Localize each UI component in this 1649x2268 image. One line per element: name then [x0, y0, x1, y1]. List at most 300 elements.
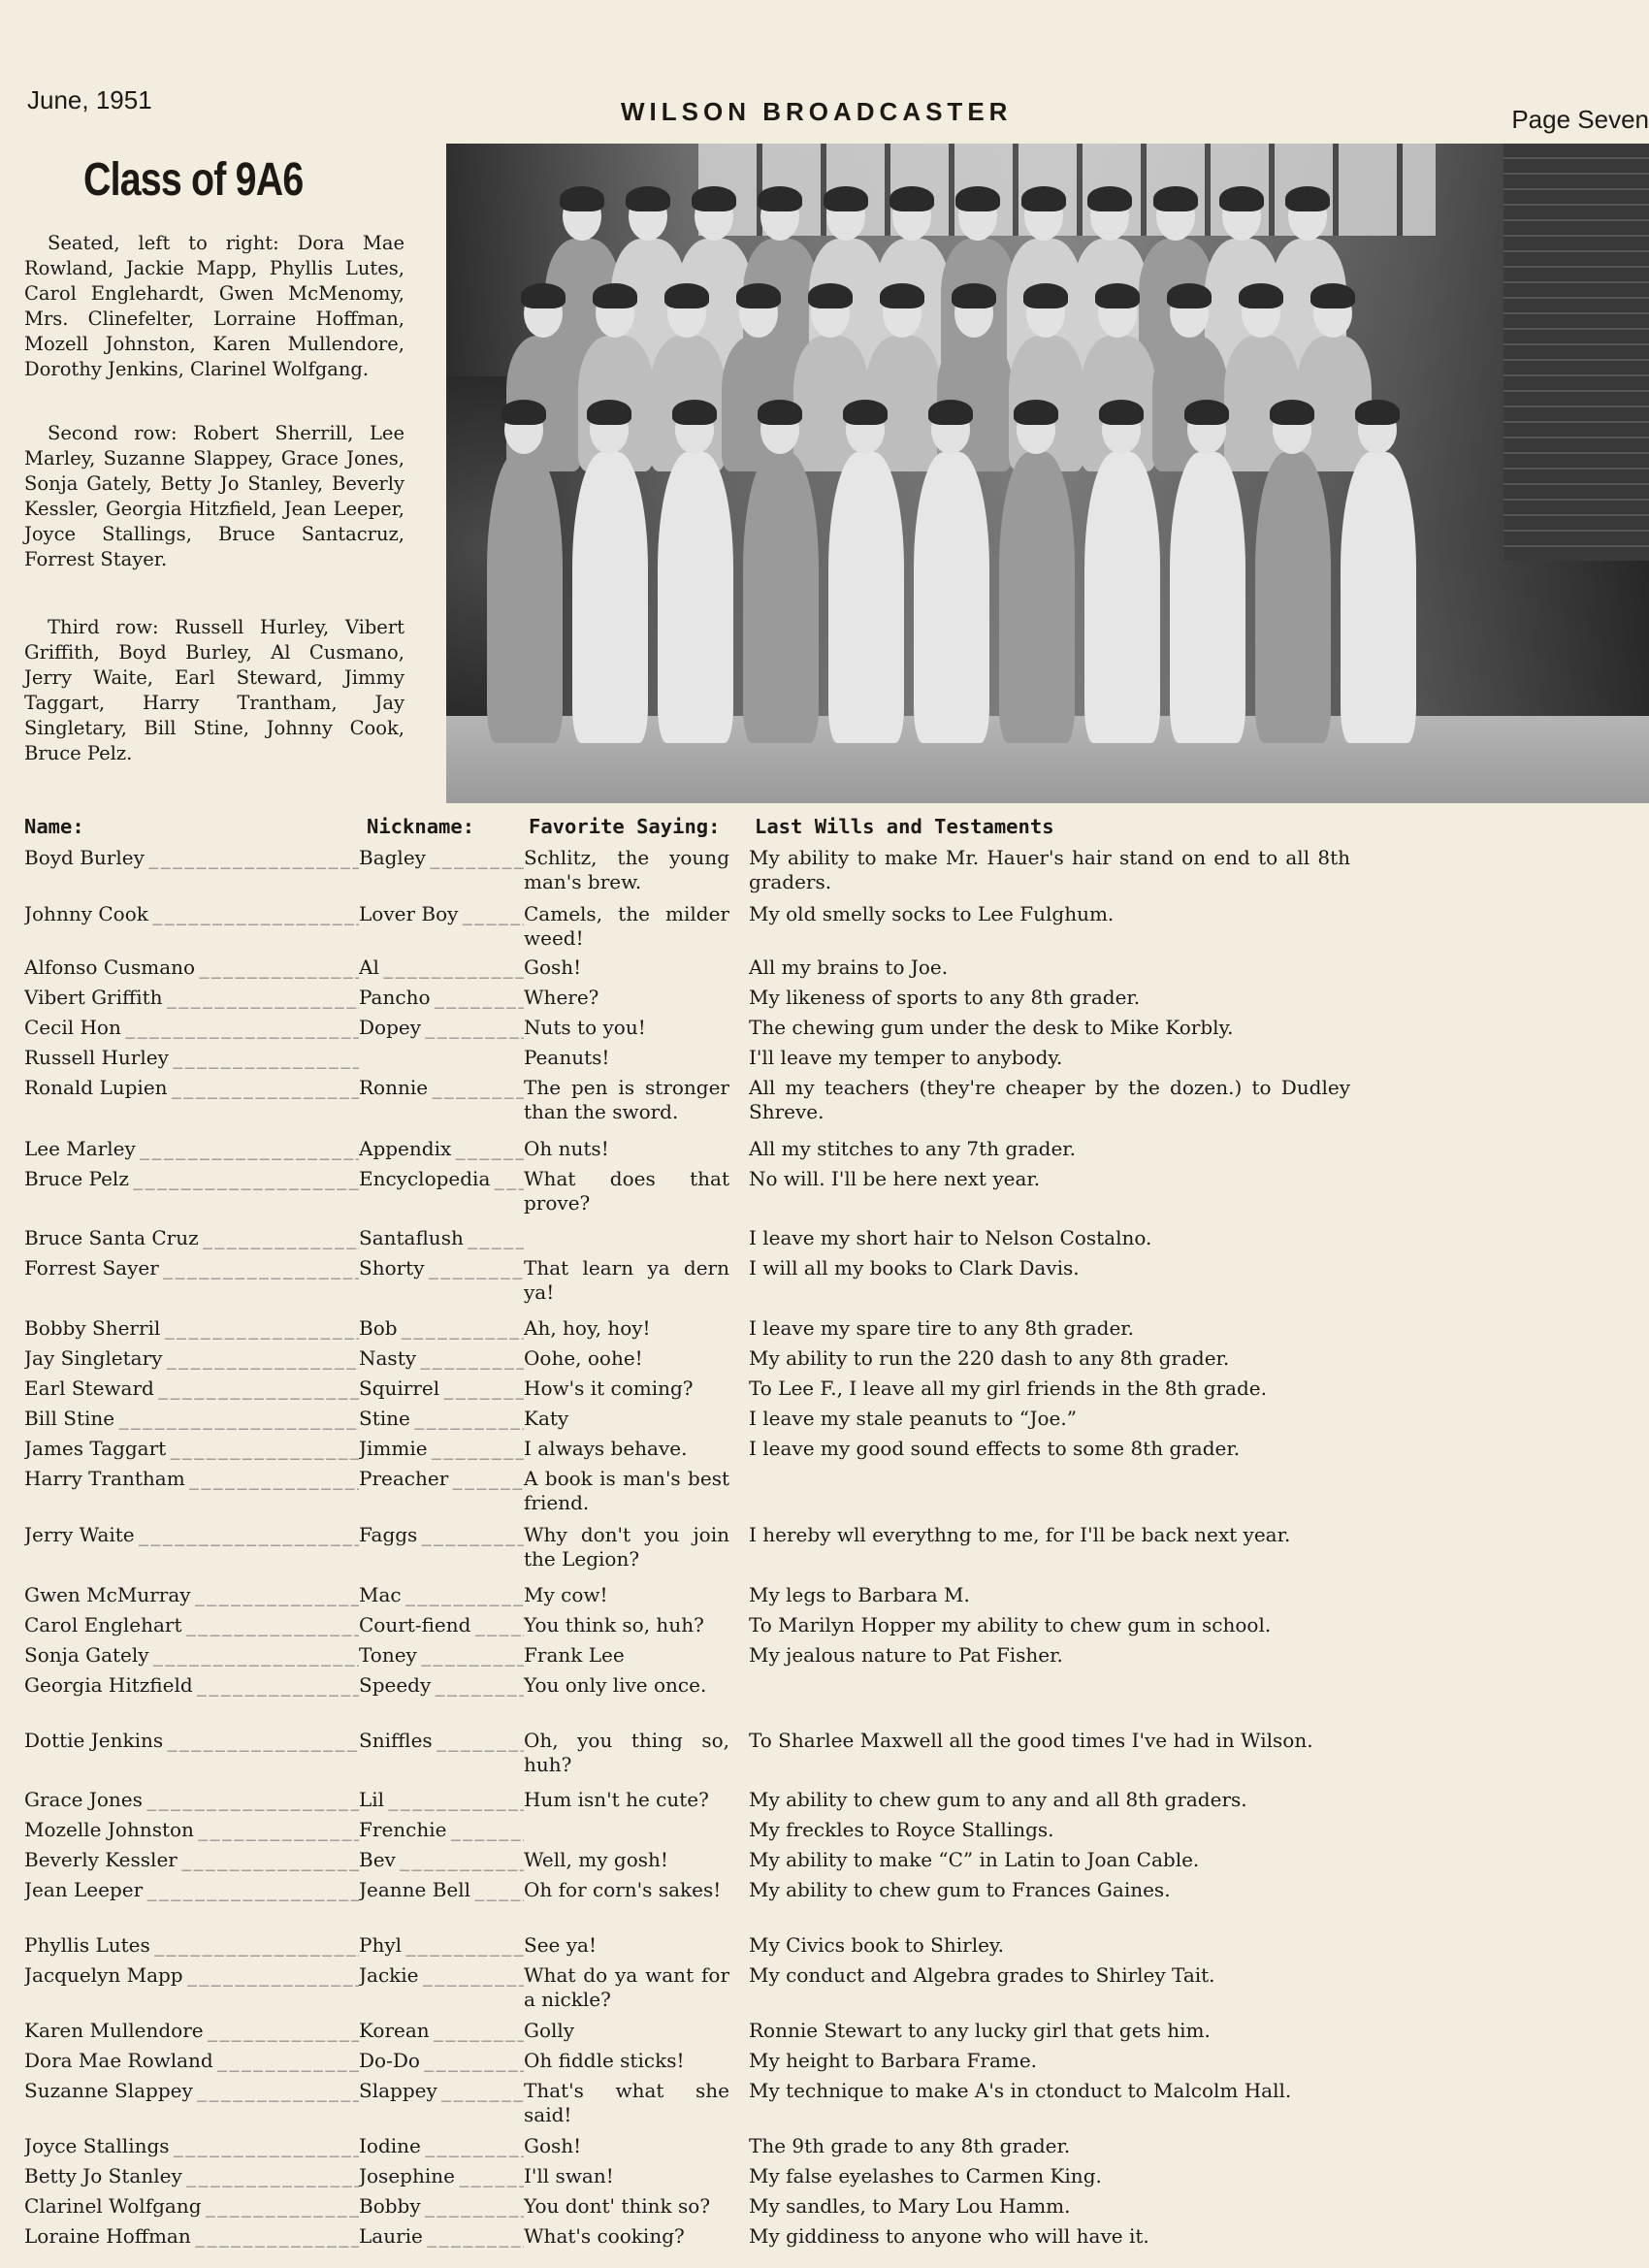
student-nickname-text: Sniffles _ _ _ [359, 1729, 524, 1752]
student-nickname-text: Do-Do _ _ _ [359, 2049, 524, 2072]
student-nickname [359, 1076, 524, 1100]
last-will-text: To Lee F., I leave all my girl friends in the 8th grade. [749, 1377, 1267, 1400]
last-will [749, 1848, 1350, 1872]
favorite-saying-text: A book is man's best friend. [524, 1467, 729, 1514]
student-nickname [359, 1583, 524, 1607]
student-name [24, 1407, 359, 1431]
favorite-saying [524, 1016, 729, 1040]
last-will-text: My likeness of sports to any 8th grader. [749, 986, 1141, 1009]
student-name-text: Beverly Kessler _ _ _ [24, 1848, 359, 1871]
student-name [24, 1878, 359, 1902]
student-name [24, 2079, 359, 2103]
student-nickname [359, 1788, 524, 1812]
student-hair [1219, 186, 1264, 211]
student-nickname [359, 846, 524, 870]
favorite-saying-text: Gosh! [524, 956, 582, 979]
student-nickname [359, 1933, 524, 1958]
student-nickname-text: Jackie _ _ _ [359, 1963, 524, 1987]
class-title: Class of 9A6 [83, 154, 304, 206]
student-hair [824, 186, 868, 211]
student-nickname-text: Slappey _ _ _ [359, 2079, 524, 2102]
student-nickname-text: Court-fiend _ _ _ [359, 1613, 524, 1636]
student-name-text: Betty Jo Stanley _ _ _ [24, 2164, 359, 2187]
student-hair [843, 400, 888, 425]
student-name-text: Bruce Pelz _ _ _ [24, 1167, 359, 1190]
last-will-text: My giddiness to anyone who will have it. [749, 2224, 1149, 2248]
student-nickname-text: Laurie _ _ _ [359, 2224, 524, 2248]
favorite-saying-text: What's cooking? [524, 2224, 685, 2248]
student-hair [1285, 186, 1330, 211]
last-will [749, 2224, 1350, 2249]
student-name-text: Cecil Hon _ _ _ [24, 1016, 359, 1039]
favorite-saying-text: My cow! [524, 1583, 608, 1606]
student-name [24, 1076, 359, 1100]
student-nickname [359, 1137, 524, 1161]
last-will-text: I leave my short hair to Nelson Costalno. [749, 1226, 1152, 1249]
favorite-saying-text: Nuts to you! [524, 1016, 646, 1039]
student-hair [587, 400, 631, 425]
student-name [24, 1788, 359, 1812]
last-will [749, 1818, 1350, 1842]
student-name [24, 956, 359, 980]
student-nickname-text: Faggs _ _ _ [359, 1523, 524, 1546]
student-hair [692, 186, 736, 211]
student-name [24, 986, 359, 1010]
student-name [24, 2164, 359, 2188]
favorite-saying [524, 2194, 729, 2219]
favorite-saying [524, 2134, 729, 2158]
last-will-text: I leave my good sound effects to some 8th grader. [749, 1437, 1241, 1460]
student-figure [1341, 452, 1416, 743]
student-name-text: Georgia Hitzfield _ _ _ [24, 1673, 359, 1697]
last-will-text: My legs to Barbara M. [749, 1583, 970, 1606]
favorite-saying [524, 1788, 729, 1812]
student-nickname [359, 1467, 524, 1491]
favorite-saying [524, 1933, 729, 1958]
student-nickname [359, 1256, 524, 1280]
favorite-saying [524, 1316, 729, 1341]
student-nickname-text: Speedy _ _ _ [359, 1673, 524, 1697]
student-name-text: Mozelle Johnston _ _ _ [24, 1818, 359, 1841]
favorite-saying [524, 1256, 729, 1305]
last-will-text: My ability to chew gum to any and all 8th graders. [749, 1788, 1247, 1811]
student-nickname [359, 1316, 524, 1341]
column-header-wills: Last Wills and Testaments [755, 815, 1054, 838]
favorite-saying [524, 2224, 729, 2249]
student-name [24, 1346, 359, 1371]
student-hair [501, 400, 546, 425]
student-hair [521, 283, 566, 308]
favorite-saying [524, 1613, 729, 1637]
student-nickname-text: Jeanne Bell _ _ _ [359, 1878, 524, 1901]
student-figure [487, 452, 563, 743]
student-nickname-text: Frenchie _ _ _ [359, 1818, 524, 1841]
favorite-saying [524, 2049, 729, 2073]
last-will-text: My conduct and Algebra grades to Shirley Tait. [749, 1963, 1215, 1987]
last-will [749, 1788, 1350, 1812]
student-hair [664, 283, 709, 308]
last-will-text: My technique to make A's in ctonduct to Malcolm Hall. [749, 2079, 1292, 2102]
favorite-saying-text: Camels, the milder weed! [524, 902, 729, 950]
favorite-saying [524, 2019, 729, 2043]
last-will [749, 2164, 1350, 2188]
student-nickname-text: Lil _ _ _ [359, 1788, 524, 1811]
last-will [749, 1407, 1350, 1431]
student-nickname [359, 1963, 524, 1988]
student-nickname [359, 1643, 524, 1668]
favorite-saying [524, 1729, 729, 1777]
favorite-saying-text: You only live once. [524, 1673, 707, 1697]
student-name-text: Jay Singletary _ _ _ [24, 1346, 359, 1370]
student-hair [1099, 400, 1144, 425]
student-nickname [359, 1878, 524, 1902]
student-name-text: Johnny Cook _ _ _ [24, 902, 359, 925]
last-will [749, 1643, 1350, 1668]
student-name-text: James Taggart _ _ _ [24, 1437, 359, 1460]
student-hair [1014, 400, 1058, 425]
student-hair [1239, 283, 1283, 308]
student-name-text: Carol Englehart _ _ _ [24, 1613, 359, 1636]
last-will-text: No will. I'll be here next year. [749, 1167, 1041, 1190]
favorite-saying [524, 1346, 729, 1371]
student-name-text: Harry Trantham _ _ _ [24, 1467, 359, 1490]
favorite-saying-text: How's it coming? [524, 1377, 694, 1400]
last-will [749, 846, 1350, 894]
favorite-saying [524, 2164, 729, 2188]
favorite-saying [524, 1377, 729, 1401]
last-will-text: I leave my stale peanuts to “Joe.” [749, 1407, 1077, 1430]
student-name-text: Clarinel Wolfgang _ _ _ [24, 2194, 359, 2218]
last-will [749, 1167, 1350, 1191]
student-hair [952, 283, 996, 308]
student-name [24, 1226, 359, 1250]
favorite-saying [524, 1407, 729, 1431]
student-name-text: Alfonso Cusmano _ _ _ [24, 956, 359, 979]
favorite-saying [524, 1963, 729, 2012]
last-will [749, 2134, 1350, 2158]
student-nickname-text: Santaflush _ _ _ [359, 1226, 524, 1249]
favorite-saying-text: Peanuts! [524, 1046, 610, 1069]
last-will-text: All my teachers (they're cheaper by the dozen.) to Dudley Shreve. [749, 1076, 1350, 1123]
favorite-saying [524, 1467, 729, 1515]
student-name [24, 1583, 359, 1607]
student-figure [743, 452, 819, 743]
student-name [24, 902, 359, 926]
last-will [749, 986, 1350, 1010]
student-name [24, 2134, 359, 2158]
favorite-saying-text: Where? [524, 986, 599, 1009]
student-nickname-text: Al _ _ _ [359, 956, 524, 979]
student-name-text: Grace Jones _ _ _ [24, 1788, 359, 1811]
last-will-text: My freckles to Royce Stallings. [749, 1818, 1054, 1841]
student-name [24, 1613, 359, 1637]
favorite-saying-text: I always behave. [524, 1437, 688, 1460]
student-figure [999, 452, 1075, 743]
student-nickname-text: Bob _ _ _ [359, 1316, 524, 1340]
student-name-text: Bruce Santa Cruz _ _ _ [24, 1226, 359, 1249]
student-hair [1087, 186, 1132, 211]
last-will [749, 1076, 1350, 1124]
last-will [749, 1316, 1350, 1341]
favorite-saying-text: Schlitz, the young man's brew. [524, 846, 729, 893]
student-name-text: Forrest Sayer _ _ _ [24, 1256, 359, 1280]
student-hair [736, 283, 781, 308]
student-hair [808, 283, 853, 308]
student-name-text: Gwen McMurray _ _ _ [24, 1583, 359, 1606]
last-will [749, 1613, 1350, 1637]
favorite-saying-text: You dont' think so? [524, 2194, 711, 2218]
last-will [749, 1933, 1350, 1958]
student-name [24, 1377, 359, 1401]
favorite-saying [524, 1046, 729, 1070]
student-name [24, 2194, 359, 2219]
student-hair [889, 186, 934, 211]
last-will [749, 1583, 1350, 1607]
student-hair [758, 400, 802, 425]
student-name-text: Bill Stine _ _ _ [24, 1407, 359, 1430]
last-will-text: All my brains to Joe. [749, 956, 949, 979]
favorite-saying [524, 1437, 729, 1461]
student-nickname [359, 1377, 524, 1401]
student-nickname [359, 986, 524, 1010]
student-nickname-text: Appendix _ _ _ [359, 1137, 524, 1160]
last-will [749, 1046, 1350, 1070]
favorite-saying-text: That learn ya dern ya! [524, 1256, 729, 1304]
favorite-saying-text: Golly [524, 2019, 575, 2042]
favorite-saying [524, 1137, 729, 1161]
last-will-text: My old smelly socks to Lee Fulghum. [749, 902, 1115, 925]
favorite-saying-text: Hum isn't he cute? [524, 1788, 709, 1811]
favorite-saying-text: Oh fiddle sticks! [524, 2049, 685, 2072]
publication-title: WILSON BROADCASTER [621, 97, 1013, 126]
column-header-saying: Favorite Saying: [529, 815, 721, 838]
student-name [24, 2224, 359, 2249]
last-will [749, 1963, 1350, 1988]
student-nickname [359, 2164, 524, 2188]
favorite-saying-text: Katy [524, 1407, 569, 1430]
favorite-saying-text: Gosh! [524, 2134, 582, 2157]
student-name-text: Vibert Griffith _ _ _ [24, 986, 359, 1009]
student-name-text: Dottie Jenkins _ _ _ [24, 1729, 359, 1752]
student-nickname [359, 1613, 524, 1637]
student-name-text: Jerry Waite _ _ _ [24, 1523, 359, 1546]
student-nickname [359, 1523, 524, 1547]
student-name-text: Joyce Stallings _ _ _ [24, 2134, 359, 2157]
last-will-text: Ronnie Stewart to any lucky girl that gets him. [749, 2019, 1211, 2042]
favorite-saying [524, 1167, 729, 1215]
student-hair [1355, 400, 1400, 425]
favorite-saying-text: Ah, hoy, hoy! [524, 1316, 651, 1340]
student-nickname [359, 902, 524, 926]
student-hair [1023, 283, 1068, 308]
favorite-saying-text: The pen is stronger than the sword. [524, 1076, 729, 1123]
student-nickname-text: Mac _ _ _ [359, 1583, 524, 1606]
last-will [749, 1377, 1350, 1401]
student-nickname [359, 1167, 524, 1191]
student-name [24, 2019, 359, 2043]
favorite-saying-text: See ya! [524, 1933, 597, 1957]
last-will-text: My ability to run the 220 dash to any 8th grader. [749, 1346, 1230, 1370]
favorite-saying [524, 1878, 729, 1902]
student-hair [1270, 400, 1314, 425]
student-hair [1153, 186, 1198, 211]
student-figure [1170, 452, 1245, 743]
student-figure [1255, 452, 1331, 743]
last-will-text: My ability to make Mr. Hauer's hair stand on end to all 8th graders. [749, 846, 1350, 893]
student-nickname-text: Pancho _ _ _ [359, 986, 524, 1009]
student-nickname-text: Shorty _ _ _ [359, 1256, 524, 1280]
student-hair [626, 186, 670, 211]
student-nickname [359, 1729, 524, 1753]
student-name-text: Phyllis Lutes _ _ _ [24, 1933, 359, 1957]
student-name [24, 1848, 359, 1872]
column-header-name: Name: [24, 815, 84, 838]
favorite-saying-text: Oh nuts! [524, 1137, 609, 1160]
page-number: Page Seven [1511, 105, 1649, 134]
last-will [749, 2079, 1350, 2103]
student-hair [1167, 283, 1212, 308]
student-nickname-text: Korean _ _ _ [359, 2019, 524, 2042]
caption-seated: Seated, left to right: Dora Mae Rowland, Jackie Mapp, Phyllis Lutes, Carol Englehardt, Gwen McMenomy, Mrs. Clinefelter, Lorraine Hoffman, Mozell Johnston, Karen Mullendore, Dorothy Jenkins, Clarinel Wolfgang. [24, 232, 404, 380]
student-name [24, 1673, 359, 1698]
last-will-text: To Marilyn Hopper my ability to chew gum in school. [749, 1613, 1272, 1636]
student-name-text: Dora Mae Rowland _ _ _ [24, 2049, 359, 2072]
student-hair [928, 400, 973, 425]
favorite-saying-text: Oh, you thing so, huh? [524, 1729, 729, 1776]
favorite-saying [524, 986, 729, 1010]
student-nickname [359, 956, 524, 980]
last-will [749, 1729, 1350, 1753]
student-name-text: Jean Leeper _ _ _ [24, 1878, 359, 1901]
student-name [24, 1437, 359, 1461]
student-name [24, 1523, 359, 1547]
student-nickname [359, 2049, 524, 2073]
last-will [749, 1523, 1350, 1547]
student-hair [758, 186, 802, 211]
student-name-text: Suzanne Slappey _ _ _ [24, 2079, 359, 2102]
student-nickname-text: Phyl _ _ _ [359, 1933, 524, 1957]
last-will-text: All my stitches to any 7th grader. [749, 1137, 1077, 1160]
student-nickname-text: Lover Boy _ _ _ [359, 902, 524, 925]
student-nickname [359, 1848, 524, 1872]
favorite-saying [524, 1523, 729, 1571]
student-nickname [359, 1437, 524, 1461]
student-nickname-text: Stine _ _ _ [359, 1407, 524, 1430]
favorite-saying [524, 846, 729, 894]
student-name [24, 1933, 359, 1958]
student-nickname-text: Bagley _ _ _ [359, 846, 524, 869]
student-name [24, 1467, 359, 1491]
student-nickname-text: Jimmie _ _ _ [359, 1437, 524, 1460]
favorite-saying [524, 1643, 729, 1668]
student-nickname [359, 1818, 524, 1842]
student-nickname-text: Dopey _ _ _ [359, 1016, 524, 1039]
last-will [749, 1226, 1350, 1250]
student-nickname-text: Encyclopedia _ _ _ [359, 1167, 524, 1190]
last-will-text: I hereby wll everythng to me, for I'll be back next year. [749, 1523, 1291, 1546]
student-figure [572, 452, 648, 743]
last-will-text: My sandles, to Mary Lou Hamm. [749, 2194, 1071, 2218]
last-will [749, 902, 1350, 926]
favorite-saying [524, 902, 729, 951]
student-nickname [359, 2194, 524, 2219]
favorite-saying-text: Why don't you join the Legion? [524, 1523, 729, 1571]
student-name [24, 2049, 359, 2073]
photo-brick-wall [1504, 144, 1649, 561]
favorite-saying-text: Frank Lee [524, 1643, 625, 1667]
student-hair [880, 283, 924, 308]
student-figure [1084, 452, 1160, 743]
last-will [749, 1437, 1350, 1461]
last-will [749, 1256, 1350, 1280]
student-name-text: Sonja Gately _ _ _ [24, 1643, 359, 1667]
student-nickname [359, 2079, 524, 2103]
column-header-nickname: Nickname: [367, 815, 475, 838]
last-will [749, 2194, 1350, 2219]
last-will [749, 2019, 1350, 2043]
favorite-saying [524, 1583, 729, 1607]
student-hair [1184, 400, 1229, 425]
student-name [24, 1016, 359, 1040]
last-will-text: My false eyelashes to Carmen King. [749, 2164, 1102, 2187]
favorite-saying-text: Well, my gosh! [524, 1848, 668, 1871]
last-will [749, 1137, 1350, 1161]
favorite-saying [524, 1848, 729, 1872]
student-nickname [359, 2224, 524, 2249]
last-will-text: The 9th grade to any 8th grader. [749, 2134, 1071, 2157]
favorite-saying-text: What does that prove? [524, 1167, 729, 1215]
student-name [24, 1167, 359, 1191]
student-name [24, 1963, 359, 1988]
favorite-saying [524, 2079, 729, 2127]
favorite-saying-text: What do ya want for a nickle? [524, 1963, 729, 2011]
student-name [24, 846, 359, 870]
student-hair [955, 186, 1000, 211]
last-will-text: I leave my spare tire to any 8th grader. [749, 1316, 1135, 1340]
last-will [749, 2049, 1350, 2073]
last-will-text: To Sharlee Maxwell all the good times I've had in Wilson. [749, 1729, 1313, 1752]
student-nickname [359, 1226, 524, 1250]
student-figure [914, 452, 989, 743]
last-will [749, 1016, 1350, 1040]
student-name [24, 1256, 359, 1280]
last-will-text: The chewing gum under the desk to Mike Korbly. [749, 1016, 1234, 1039]
favorite-saying [524, 1076, 729, 1124]
student-hair [672, 400, 717, 425]
student-name-text: Boyd Burley _ _ _ [24, 846, 359, 869]
class-photo [446, 144, 1649, 803]
student-nickname [359, 1346, 524, 1371]
student-name [24, 1137, 359, 1161]
student-figure [658, 452, 733, 743]
student-name [24, 1643, 359, 1668]
student-nickname-text: Ronnie _ _ _ [359, 1076, 524, 1099]
student-name-text: Loraine Hoffman _ _ _ [24, 2224, 359, 2248]
student-hair [1095, 283, 1140, 308]
last-will-text: My ability to chew gum to Frances Gaines. [749, 1878, 1171, 1901]
last-will-text: My height to Barbara Frame. [749, 2049, 1038, 2072]
student-name-text: Earl Steward _ _ _ [24, 1377, 359, 1400]
last-will [749, 1346, 1350, 1371]
student-nickname-text: Squirrel _ _ _ [359, 1377, 524, 1400]
last-will-text: My jealous nature to Pat Fisher. [749, 1643, 1063, 1667]
student-nickname-text: Josephine _ _ _ [359, 2164, 524, 2187]
student-name [24, 1729, 359, 1753]
student-nickname [359, 2019, 524, 2043]
last-will [749, 956, 1350, 980]
favorite-saying-text: Oh for corn's sakes! [524, 1878, 722, 1901]
favorite-saying-text: You think so, huh? [524, 1613, 704, 1636]
